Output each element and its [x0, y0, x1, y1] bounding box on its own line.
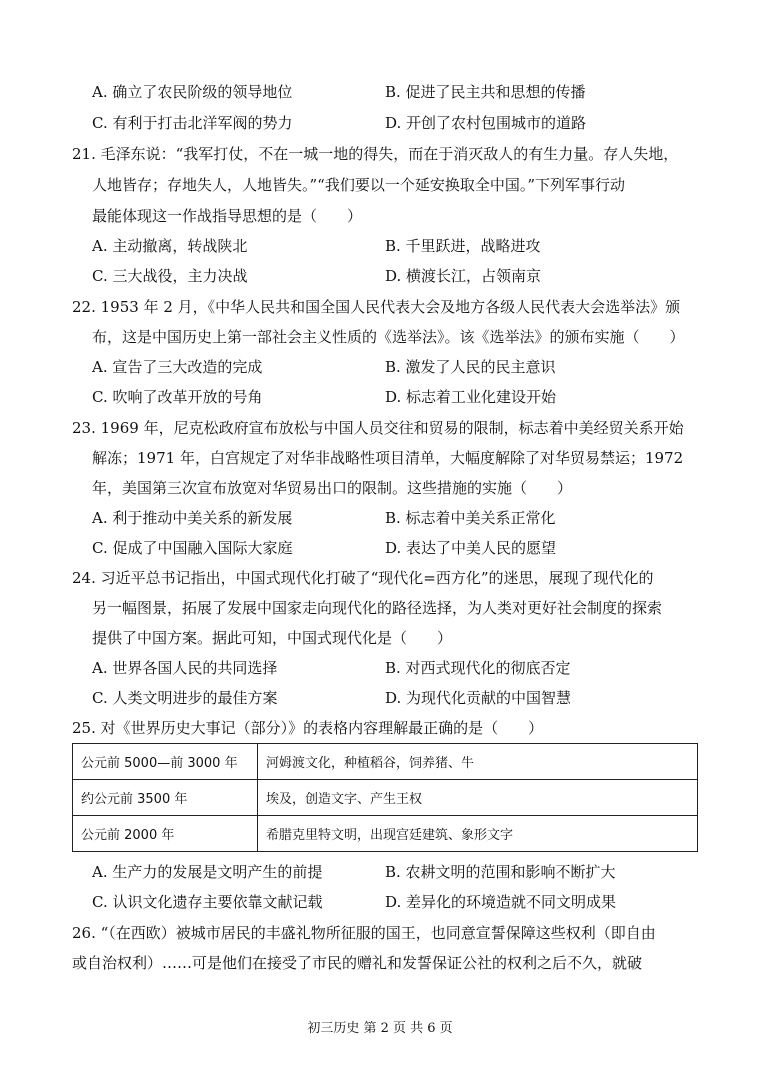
- q25-option-b: B. 农耕文明的范围和影响不断扩大: [385, 863, 616, 881]
- q25-option-c: C. 认识文化遗存主要依靠文献记载: [92, 893, 323, 911]
- q21-option-d: D. 横渡长江，占领南京: [385, 267, 542, 285]
- table-cell-date: 公元前 2000 年: [73, 816, 258, 852]
- q21-stem-line-1: 21. 毛泽东说：“我军打仗，不在一城一地的得失，而在于消灭敌人的有生力量。存人失地，: [72, 145, 679, 163]
- table-cell-event: 埃及，创造文字、产生王权: [258, 780, 698, 816]
- q26-stem-line-2: 或自治权利）……可是他们在接受了市民的赠礼和发誓保证公社的权利之后不久，就破: [72, 954, 643, 972]
- table-cell-event: 河姆渡文化，种植稻谷，饲养猪、牛: [258, 744, 698, 780]
- q21-option-a: A. 主动撤离，转战陕北: [92, 237, 248, 255]
- q22-option-d: D. 标志着工业化建设开始: [385, 388, 557, 406]
- q22-option-b: B. 激发了人民的民主意识: [385, 358, 556, 376]
- q24-option-d: D. 为现代化贡献的中国智慧: [385, 689, 572, 707]
- q24-option-c: C. 人类文明进步的最佳方案: [92, 689, 278, 707]
- table-cell-date: 公元前 5000—前 3000 年: [73, 744, 258, 780]
- q24-option-a: A. 世界各国人民的共同选择: [92, 659, 278, 677]
- q23-stem-line-1: 23. 1969 年，尼克松政府宣布放松与中国人员交往和贸易的限制，标志着中美经贸关系开始: [72, 419, 684, 437]
- q20-option-a: A. 确立了农民阶级的领导地位: [92, 83, 293, 101]
- table-cell-event: 希腊克里特文明，出现宫廷建筑、象形文字: [258, 816, 698, 852]
- q25-option-d: D. 差异化的环境造就不同文明成果: [385, 893, 617, 911]
- q24-stem-line-1: 24. 习近平总书记指出，中国式现代化打破了“现代化=西方化”的迷思，展现了现代化的: [72, 569, 654, 587]
- q20-option-d: D. 开创了农村包围城市的道路: [385, 114, 587, 132]
- q22-stem-line-2: 布，这是中国历史上第一部社会主义性质的《选举法》。该《选举法》的颁布实施（ ）: [92, 328, 685, 346]
- q24-stem-line-2: 另一幅图景，拓展了发展中国家走向现代化的路径选择，为人类对更好社会制度的探索: [92, 599, 663, 617]
- q25-stem-line-1: 25. 对《世界历史大事记（部分）》的表格内容理解最正确的是（ ）: [72, 719, 544, 737]
- history-events-table: [72, 743, 698, 852]
- q21-option-c: C. 三大战役，主力决战: [92, 267, 248, 285]
- q22-stem-line-1: 22. 1953 年 2 月，《中华人民共和国全国人民代表大会及地方各级人民代表大会选举法》颁: [72, 298, 681, 316]
- q20-option-c: C. 有利于打击北洋军阀的势力: [92, 114, 293, 132]
- q23-option-d: D. 表达了中美人民的愿望: [385, 539, 557, 557]
- q22-option-a: A. 宣告了三大改造的完成: [92, 358, 263, 376]
- q20-option-b: B. 促进了民主共和思想的传播: [385, 83, 586, 101]
- q25-option-a: A. 生产力的发展是文明产生的前提: [92, 863, 323, 881]
- q21-option-b: B. 千里跃进，战略进攻: [385, 237, 541, 255]
- q26-stem-line-1: 26. “（在西欧）被城市居民的丰盛礼物所征服的国王，也同意宣誓保障这些权利（即自由: [72, 924, 656, 942]
- q23-option-c: C. 促成了中国融入国际大家庭: [92, 539, 293, 557]
- table-row: [73, 816, 698, 852]
- q23-option-a: A. 利于推动中美关系的新发展: [92, 509, 293, 527]
- page-footer: 初三历史 第 2 页 共 6 页: [307, 1021, 453, 1036]
- q24-stem-line-3: 提供了中国方案。据此可知，中国式现代化是（ ）: [92, 629, 453, 647]
- q21-stem-line-2: 人地皆存；存地失人，人地皆失。”“我们要以一个延安换取全中国。”下列军事行动: [92, 176, 626, 194]
- q23-stem-line-2: 解冻；1971 年，白宫规定了对华非战略性项目清单，大幅度解除了对华贸易禁运；1972: [92, 449, 684, 467]
- q23-stem-line-3: 年，美国第三次宣布放宽对华贸易出口的限制。这些措施的实施（ ）: [92, 479, 573, 497]
- table-row: [73, 780, 698, 816]
- q21-stem-line-3: 最能体现这一作战指导思想的是（ ）: [92, 207, 363, 225]
- q22-option-c: C. 吹响了改革开放的号角: [92, 388, 263, 406]
- table-row: [73, 744, 698, 780]
- table-cell-date: 约公元前 3500 年: [73, 780, 258, 816]
- q24-option-b: B. 对西式现代化的彻底否定: [385, 659, 571, 677]
- q23-option-b: B. 标志着中美关系正常化: [385, 509, 556, 527]
